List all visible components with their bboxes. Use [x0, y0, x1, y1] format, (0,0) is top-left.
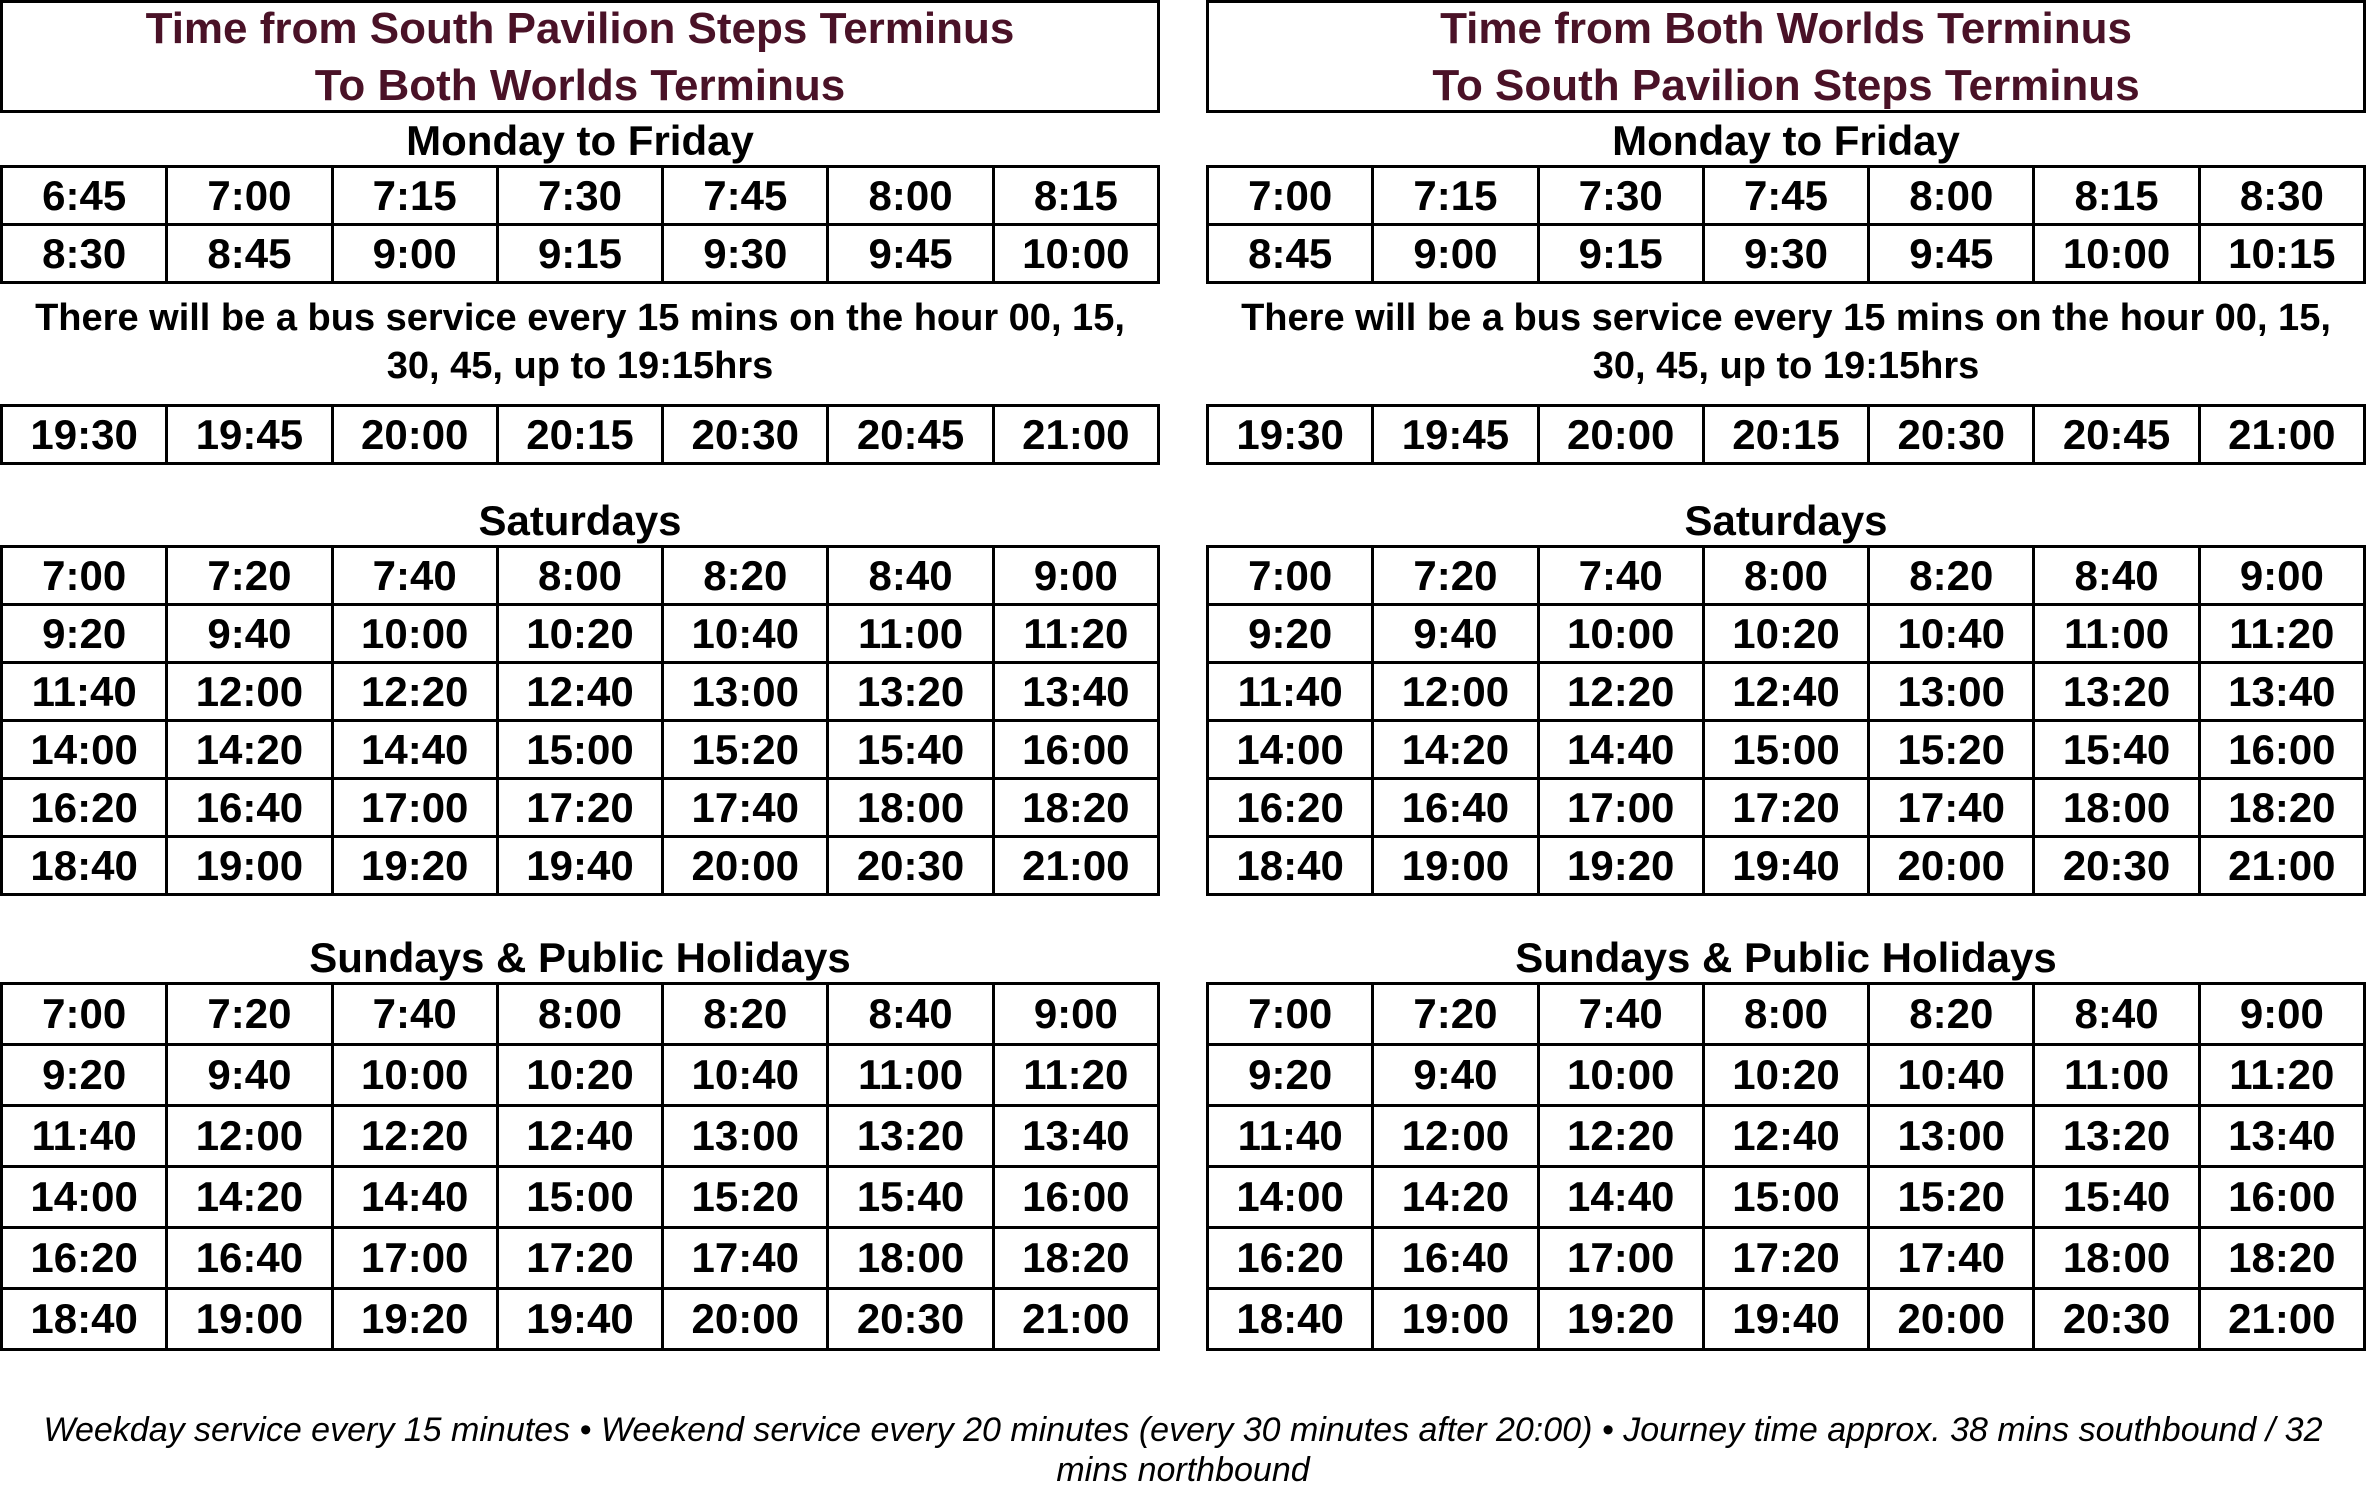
time-cell: 15:00 — [1703, 721, 1868, 779]
time-cell: 12:00 — [167, 663, 332, 721]
time-cell: 20:30 — [2034, 1289, 2199, 1350]
time-cell: 19:45 — [167, 406, 332, 464]
time-cell: 7:20 — [1373, 984, 1538, 1045]
time-row — [1208, 1106, 2365, 1167]
time-cell: 20:00 — [663, 1289, 828, 1350]
time-cell: 10:00 — [2034, 225, 2199, 283]
time-cell: 12:20 — [332, 1106, 497, 1167]
time-cell: 7:00 — [167, 167, 332, 225]
time-cell: 13:20 — [2034, 1106, 2199, 1167]
time-cell: 8:00 — [1703, 547, 1868, 605]
time-cell: 9:20 — [1208, 1045, 1373, 1106]
time-cell: 18:40 — [1208, 837, 1373, 895]
time-cell: 16:40 — [1373, 779, 1538, 837]
time-cell: 15:20 — [663, 721, 828, 779]
footer-service-summary: Weekday service every 15 minutes • Weekend service every 20 minutes (every 30 minutes after 20:00) • Journey time approx. 38 mins southbound / 32 mins northbound — [43, 1411, 2323, 1489]
time-cell: 14:40 — [1538, 1167, 1703, 1228]
time-cell: 10:40 — [1869, 1045, 2034, 1106]
time-cell: 13:00 — [1869, 663, 2034, 721]
time-cell: 9:20 — [2, 1045, 167, 1106]
time-row — [2, 225, 1159, 283]
time-cell: 14:20 — [1373, 1167, 1538, 1228]
timetable-panel-south-to-both — [0, 0, 1160, 1351]
saturday-label: Saturdays — [1684, 497, 1888, 544]
time-cell: 9:00 — [1373, 225, 1538, 283]
weekday-frequency-note: There will be a bus service every 15 mins on the hour 00, 15, 30, 45, up to 19:15hrs — [1241, 297, 2331, 387]
time-row — [2, 1228, 1159, 1289]
time-cell: 14:20 — [167, 1167, 332, 1228]
time-cell: 15:00 — [497, 721, 662, 779]
time-row — [1208, 167, 2365, 225]
time-cell: 7:45 — [663, 167, 828, 225]
time-cell: 8:00 — [1703, 984, 1868, 1045]
time-row — [1208, 1228, 2365, 1289]
time-cell: 20:30 — [1869, 406, 2034, 464]
time-cell: 20:00 — [663, 837, 828, 895]
time-cell: 16:40 — [167, 779, 332, 837]
time-row — [2, 1167, 1159, 1228]
time-cell: 21:00 — [2199, 837, 2364, 895]
time-cell: 8:30 — [2199, 167, 2364, 225]
time-row — [2, 1289, 1159, 1350]
time-cell: 11:20 — [993, 1045, 1158, 1106]
time-cell: 9:15 — [1538, 225, 1703, 283]
panel-title-line2: To Both Worlds Terminus — [314, 60, 846, 110]
time-cell: 19:20 — [1538, 1289, 1703, 1350]
time-cell: 17:00 — [332, 1228, 497, 1289]
time-cell: 13:00 — [1869, 1106, 2034, 1167]
time-row — [2, 167, 1159, 225]
time-cell: 21:00 — [2199, 406, 2364, 464]
panel-title-line2: To South Pavilion Steps Terminus — [1432, 60, 2140, 110]
time-row — [1208, 605, 2365, 663]
time-cell: 8:30 — [2, 225, 167, 283]
time-cell: 15:20 — [663, 1167, 828, 1228]
weekday-frequency-note: There will be a bus service every 15 mins on the hour 00, 15, 30, 45, up to 19:15hrs — [35, 297, 1125, 387]
time-row — [1208, 547, 2365, 605]
time-row — [1208, 984, 2365, 1045]
time-row — [2, 1045, 1159, 1106]
time-cell: 21:00 — [2199, 1289, 2364, 1350]
time-cell: 8:40 — [2034, 547, 2199, 605]
time-cell: 17:40 — [1869, 1228, 2034, 1289]
time-cell: 10:40 — [663, 605, 828, 663]
time-cell: 7:40 — [1538, 547, 1703, 605]
time-cell: 21:00 — [993, 406, 1158, 464]
time-cell: 7:00 — [1208, 167, 1373, 225]
time-cell: 17:00 — [1538, 1228, 1703, 1289]
time-cell: 12:40 — [497, 663, 662, 721]
time-cell: 12:20 — [1538, 1106, 1703, 1167]
time-cell: 7:00 — [1208, 547, 1373, 605]
time-cell: 10:00 — [332, 1045, 497, 1106]
time-cell: 17:40 — [663, 1228, 828, 1289]
time-cell: 15:20 — [1869, 1167, 2034, 1228]
time-cell: 17:20 — [497, 779, 662, 837]
time-row — [2, 721, 1159, 779]
time-cell: 20:30 — [828, 837, 993, 895]
time-cell: 20:30 — [663, 406, 828, 464]
time-cell: 15:40 — [2034, 721, 2199, 779]
time-cell: 18:20 — [2199, 1228, 2364, 1289]
time-cell: 20:00 — [1538, 406, 1703, 464]
time-cell: 9:30 — [1703, 225, 1868, 283]
time-cell: 9:20 — [1208, 605, 1373, 663]
time-cell: 21:00 — [993, 1289, 1158, 1350]
time-cell: 20:00 — [332, 406, 497, 464]
time-cell: 17:00 — [1538, 779, 1703, 837]
time-cell: 7:30 — [1538, 167, 1703, 225]
time-cell: 8:20 — [1869, 547, 2034, 605]
time-cell: 8:00 — [497, 547, 662, 605]
time-cell: 10:40 — [663, 1045, 828, 1106]
time-row — [1208, 1167, 2365, 1228]
time-cell: 16:20 — [2, 1228, 167, 1289]
panel-title — [0, 0, 1160, 113]
time-cell: 7:20 — [167, 547, 332, 605]
time-cell: 17:20 — [1703, 1228, 1868, 1289]
time-cell: 7:00 — [2, 547, 167, 605]
time-cell: 19:00 — [1373, 1289, 1538, 1350]
time-cell: 11:20 — [2199, 605, 2364, 663]
time-cell: 20:45 — [828, 406, 993, 464]
time-row — [2, 663, 1159, 721]
time-cell: 7:40 — [1538, 984, 1703, 1045]
time-cell: 13:20 — [828, 1106, 993, 1167]
time-cell: 21:00 — [993, 837, 1158, 895]
time-row — [1208, 406, 2365, 464]
time-cell: 9:40 — [1373, 605, 1538, 663]
time-cell: 16:00 — [2199, 721, 2364, 779]
time-cell: 13:40 — [2199, 1106, 2364, 1167]
time-cell: 17:20 — [497, 1228, 662, 1289]
weekday-label: Monday to Friday — [406, 117, 754, 164]
saturday-table — [0, 545, 1160, 896]
sunday-holiday-label: Sundays & Public Holidays — [1515, 934, 2057, 981]
time-cell: 19:00 — [1373, 837, 1538, 895]
time-cell: 12:40 — [497, 1106, 662, 1167]
time-cell: 13:40 — [993, 663, 1158, 721]
time-cell: 13:20 — [2034, 663, 2199, 721]
time-cell: 7:15 — [1373, 167, 1538, 225]
time-cell: 16:00 — [993, 1167, 1158, 1228]
time-cell: 19:20 — [1538, 837, 1703, 895]
time-cell: 19:20 — [332, 1289, 497, 1350]
time-cell: 16:20 — [2, 779, 167, 837]
time-cell: 8:45 — [167, 225, 332, 283]
sunday-holiday-label: Sundays & Public Holidays — [309, 934, 851, 981]
time-cell: 8:40 — [828, 984, 993, 1045]
timetable-panel-both-to-south — [1206, 0, 2366, 1351]
time-cell: 11:00 — [2034, 1045, 2199, 1106]
time-row — [2, 1106, 1159, 1167]
time-cell: 8:00 — [828, 167, 993, 225]
time-cell: 18:20 — [993, 1228, 1158, 1289]
saturday-label: Saturdays — [478, 497, 682, 544]
time-cell: 11:40 — [1208, 663, 1373, 721]
time-cell: 8:15 — [2034, 167, 2199, 225]
time-cell: 9:20 — [2, 605, 167, 663]
time-cell: 16:20 — [1208, 1228, 1373, 1289]
time-row — [2, 406, 1159, 464]
panel-title — [1206, 0, 2366, 113]
time-cell: 16:20 — [1208, 779, 1373, 837]
weekday-table — [0, 165, 1160, 284]
time-cell: 14:00 — [1208, 1167, 1373, 1228]
time-cell: 14:00 — [1208, 721, 1373, 779]
time-cell: 10:00 — [993, 225, 1158, 283]
time-cell: 9:00 — [2199, 984, 2364, 1045]
time-cell: 8:45 — [1208, 225, 1373, 283]
time-cell: 20:15 — [1703, 406, 1868, 464]
time-cell: 20:30 — [2034, 837, 2199, 895]
time-cell: 11:40 — [2, 1106, 167, 1167]
time-cell: 17:40 — [1869, 779, 2034, 837]
time-cell: 16:00 — [2199, 1167, 2364, 1228]
time-cell: 8:00 — [497, 984, 662, 1045]
time-cell: 8:40 — [828, 547, 993, 605]
time-cell: 15:40 — [828, 721, 993, 779]
time-cell: 14:40 — [332, 1167, 497, 1228]
time-row — [1208, 779, 2365, 837]
weekday-table — [1206, 165, 2366, 284]
time-cell: 7:45 — [1703, 167, 1868, 225]
time-cell: 14:40 — [1538, 721, 1703, 779]
weekday-evening-table — [1206, 404, 2366, 465]
time-cell: 14:20 — [1373, 721, 1538, 779]
time-cell: 13:40 — [993, 1106, 1158, 1167]
time-cell: 19:00 — [167, 1289, 332, 1350]
time-cell: 19:20 — [332, 837, 497, 895]
time-cell: 18:20 — [2199, 779, 2364, 837]
time-cell: 8:20 — [663, 547, 828, 605]
time-cell: 19:40 — [1703, 837, 1868, 895]
time-cell: 9:45 — [828, 225, 993, 283]
time-cell: 9:15 — [497, 225, 662, 283]
time-cell: 9:40 — [1373, 1045, 1538, 1106]
time-cell: 15:00 — [497, 1167, 662, 1228]
time-cell: 10:15 — [2199, 225, 2364, 283]
time-row — [2, 605, 1159, 663]
panel-title-line1: Time from Both Worlds Terminus — [1440, 3, 2132, 53]
time-cell: 20:00 — [1869, 1289, 2034, 1350]
time-cell: 15:40 — [2034, 1167, 2199, 1228]
time-cell: 10:20 — [497, 1045, 662, 1106]
time-cell: 18:40 — [1208, 1289, 1373, 1350]
time-cell: 16:40 — [167, 1228, 332, 1289]
time-cell: 11:20 — [993, 605, 1158, 663]
time-cell: 7:30 — [497, 167, 662, 225]
time-cell: 7:40 — [332, 984, 497, 1045]
time-cell: 8:20 — [663, 984, 828, 1045]
time-cell: 11:40 — [1208, 1106, 1373, 1167]
time-cell: 15:40 — [828, 1167, 993, 1228]
time-row — [1208, 837, 2365, 895]
panel-title-line1: Time from South Pavilion Steps Terminus — [145, 3, 1015, 53]
time-cell: 11:00 — [2034, 605, 2199, 663]
time-cell: 10:00 — [332, 605, 497, 663]
time-cell: 19:00 — [167, 837, 332, 895]
time-cell: 18:40 — [2, 1289, 167, 1350]
time-cell: 18:00 — [2034, 1228, 2199, 1289]
time-cell: 10:40 — [1869, 605, 2034, 663]
time-cell: 17:00 — [332, 779, 497, 837]
time-row — [2, 779, 1159, 837]
time-cell: 9:00 — [993, 547, 1158, 605]
time-cell: 7:20 — [1373, 547, 1538, 605]
weekday-label: Monday to Friday — [1612, 117, 1960, 164]
time-cell: 20:30 — [828, 1289, 993, 1350]
time-cell: 19:30 — [2, 406, 167, 464]
time-cell: 8:20 — [1869, 984, 2034, 1045]
time-row — [2, 837, 1159, 895]
time-cell: 12:40 — [1703, 663, 1868, 721]
time-cell: 18:00 — [828, 1228, 993, 1289]
time-cell: 10:20 — [1703, 605, 1868, 663]
time-cell: 18:00 — [828, 779, 993, 837]
time-cell: 14:40 — [332, 721, 497, 779]
time-cell: 10:00 — [1538, 1045, 1703, 1106]
time-row — [1208, 225, 2365, 283]
time-cell: 13:40 — [2199, 663, 2364, 721]
time-cell: 13:00 — [663, 663, 828, 721]
time-cell: 9:00 — [332, 225, 497, 283]
time-cell: 20:00 — [1869, 837, 2034, 895]
time-row — [2, 984, 1159, 1045]
time-cell: 7:00 — [2, 984, 167, 1045]
time-cell: 12:00 — [1373, 1106, 1538, 1167]
saturday-table — [1206, 545, 2366, 896]
time-cell: 19:40 — [1703, 1289, 1868, 1350]
time-cell: 7:00 — [1208, 984, 1373, 1045]
time-cell: 19:45 — [1373, 406, 1538, 464]
time-cell: 9:30 — [663, 225, 828, 283]
sunday-holiday-table — [0, 982, 1160, 1351]
time-cell: 18:20 — [993, 779, 1158, 837]
time-cell: 6:45 — [2, 167, 167, 225]
time-cell: 12:00 — [1373, 663, 1538, 721]
time-cell: 19:40 — [497, 1289, 662, 1350]
time-cell: 17:40 — [663, 779, 828, 837]
time-cell: 14:20 — [167, 721, 332, 779]
time-cell: 10:20 — [1703, 1045, 1868, 1106]
time-cell: 16:40 — [1373, 1228, 1538, 1289]
time-cell: 12:20 — [332, 663, 497, 721]
time-cell: 19:40 — [497, 837, 662, 895]
time-cell: 20:45 — [2034, 406, 2199, 464]
time-cell: 11:00 — [828, 605, 993, 663]
time-cell: 10:00 — [1538, 605, 1703, 663]
time-row — [1208, 1289, 2365, 1350]
sunday-holiday-table — [1206, 982, 2366, 1351]
time-cell: 13:20 — [828, 663, 993, 721]
time-cell: 12:20 — [1538, 663, 1703, 721]
time-cell: 8:15 — [993, 167, 1158, 225]
time-cell: 15:00 — [1703, 1167, 1868, 1228]
time-cell: 18:00 — [2034, 779, 2199, 837]
time-cell: 10:20 — [497, 605, 662, 663]
time-cell: 11:20 — [2199, 1045, 2364, 1106]
time-row — [1208, 721, 2365, 779]
time-cell: 11:00 — [828, 1045, 993, 1106]
time-cell: 17:20 — [1703, 779, 1868, 837]
time-cell: 7:20 — [167, 984, 332, 1045]
time-cell: 18:40 — [2, 837, 167, 895]
time-cell: 13:00 — [663, 1106, 828, 1167]
time-cell: 9:00 — [993, 984, 1158, 1045]
time-cell: 9:00 — [2199, 547, 2364, 605]
time-cell: 8:40 — [2034, 984, 2199, 1045]
time-cell: 19:30 — [1208, 406, 1373, 464]
time-cell: 9:45 — [1869, 225, 2034, 283]
time-cell: 15:20 — [1869, 721, 2034, 779]
time-cell: 14:00 — [2, 721, 167, 779]
time-row — [1208, 1045, 2365, 1106]
time-row — [1208, 663, 2365, 721]
time-cell: 12:40 — [1703, 1106, 1868, 1167]
time-cell: 8:00 — [1869, 167, 2034, 225]
weekday-evening-table — [0, 404, 1160, 465]
time-cell: 20:15 — [497, 406, 662, 464]
time-cell: 11:40 — [2, 663, 167, 721]
time-cell: 7:40 — [332, 547, 497, 605]
time-cell: 14:00 — [2, 1167, 167, 1228]
time-cell: 9:40 — [167, 1045, 332, 1106]
time-cell: 9:40 — [167, 605, 332, 663]
time-cell: 7:15 — [332, 167, 497, 225]
time-cell: 16:00 — [993, 721, 1158, 779]
time-cell: 12:00 — [167, 1106, 332, 1167]
time-row — [2, 547, 1159, 605]
